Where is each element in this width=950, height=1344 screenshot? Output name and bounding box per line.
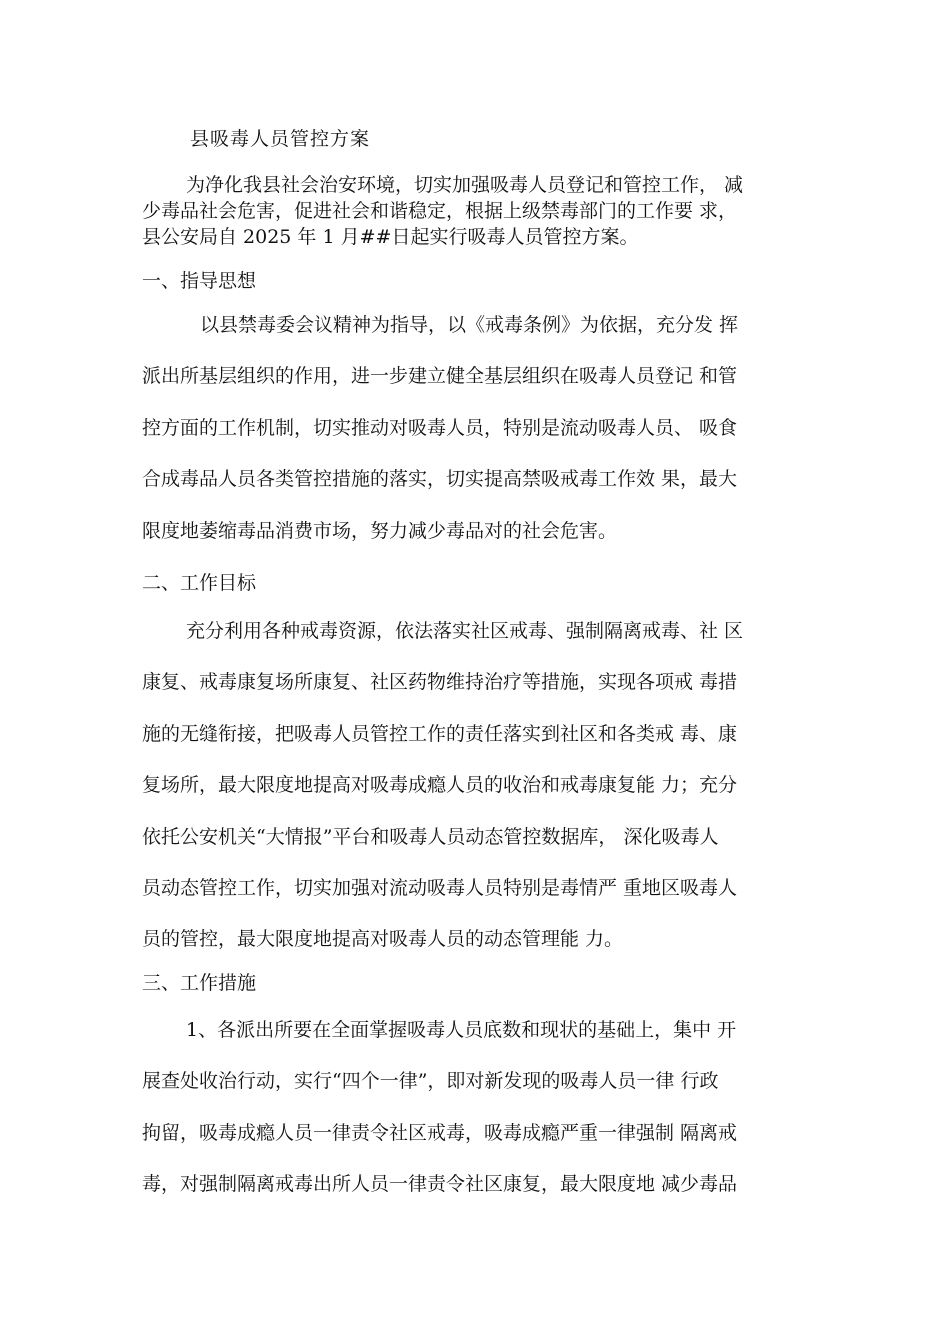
paragraph-line: 控方面的工作机制，切实推动对吸毒人员，特别是流动吸毒人员、 吸食 bbox=[142, 416, 738, 439]
paragraph-line: 派出所基层组织的作用，进一步建立健全基层组织在吸毒人员登记 和管 bbox=[142, 365, 738, 388]
paragraph-line: 康复、戒毒康复场所康复、社区药物维持治疗等措施，实现各项戒 毒措 bbox=[142, 671, 738, 694]
paragraph-line: 1、各派出所要在全面掌握吸毒人员底数和现状的基础上，集中 开 bbox=[186, 1019, 737, 1041]
paragraph-line: 限度地萎缩毒品消费市场，努力减少毒品对的社会危害。 bbox=[142, 519, 618, 542]
section-heading-guiding-ideology: 一、指导思想 bbox=[142, 270, 257, 292]
section-heading-work-measures: 三、工作措施 bbox=[142, 972, 257, 994]
paragraph-line: 拘留，吸毒成瘾人员一律责令社区戒毒，吸毒成瘾严重一律强制 隔离戒 bbox=[142, 1121, 738, 1144]
paragraph-line: 员动态管控工作，切实加强对流动吸毒人员特别是毒情严 重地区吸毒人 bbox=[142, 877, 738, 900]
section-paragraph-guiding-ideology bbox=[142, 300, 822, 557]
paragraph-line: 展查处收治行动，实行“四个一律”，即对新发现的吸毒人员一律 行政 bbox=[142, 1070, 719, 1093]
section-paragraph-work-goals bbox=[142, 606, 822, 966]
paragraph-line: 员的管控，最大限度地提高对吸毒人员的动态管理能 力。 bbox=[142, 928, 624, 951]
section-paragraph-work-measures bbox=[142, 1005, 822, 1211]
paragraph-line: 施的无缝衔接，把吸毒人员管控工作的责任落实到社区和各类戒 毒、康 bbox=[142, 722, 738, 745]
paragraph-line: 以县禁毒委会议精神为指导，以《戒毒条例》为依据，充分发 挥 bbox=[200, 314, 739, 336]
paragraph-line: 充分利用各种戒毒资源，依法落实社区戒毒、强制隔离戒毒、社 区 bbox=[186, 620, 744, 642]
paragraph-line: 依托公安机关“大情报”平台和吸毒人员动态管控数据库， 深化吸毒人 bbox=[142, 825, 719, 848]
paragraph-line: 毒，对强制隔离戒毒出所人员一律责令社区康复，最大限度地 减少毒品 bbox=[142, 1173, 738, 1196]
intro-line: 少毒品社会危害，促进社会和谐稳定，根据上级禁毒部门的工作要 求， bbox=[142, 200, 738, 222]
intro-line: 为净化我县社会治安环境，切实加强吸毒人员登记和管控工作， 减 bbox=[186, 174, 744, 196]
intro-line: 县公安局自 2025 年 1 月##日起实行吸毒人员管控方案。 bbox=[142, 226, 639, 248]
section-heading-work-goals: 二、工作目标 bbox=[142, 572, 257, 594]
paragraph-line: 复场所，最大限度地提高对吸毒成瘾人员的收治和戒毒康复能 力；充分 bbox=[142, 774, 738, 797]
paragraph-line: 合成毒品人员各类管控措施的落实，切实提高禁吸戒毒工作效 果，最大 bbox=[142, 468, 738, 491]
document-title: 县吸毒人员管控方案 bbox=[190, 128, 371, 150]
intro-paragraph bbox=[142, 172, 822, 250]
